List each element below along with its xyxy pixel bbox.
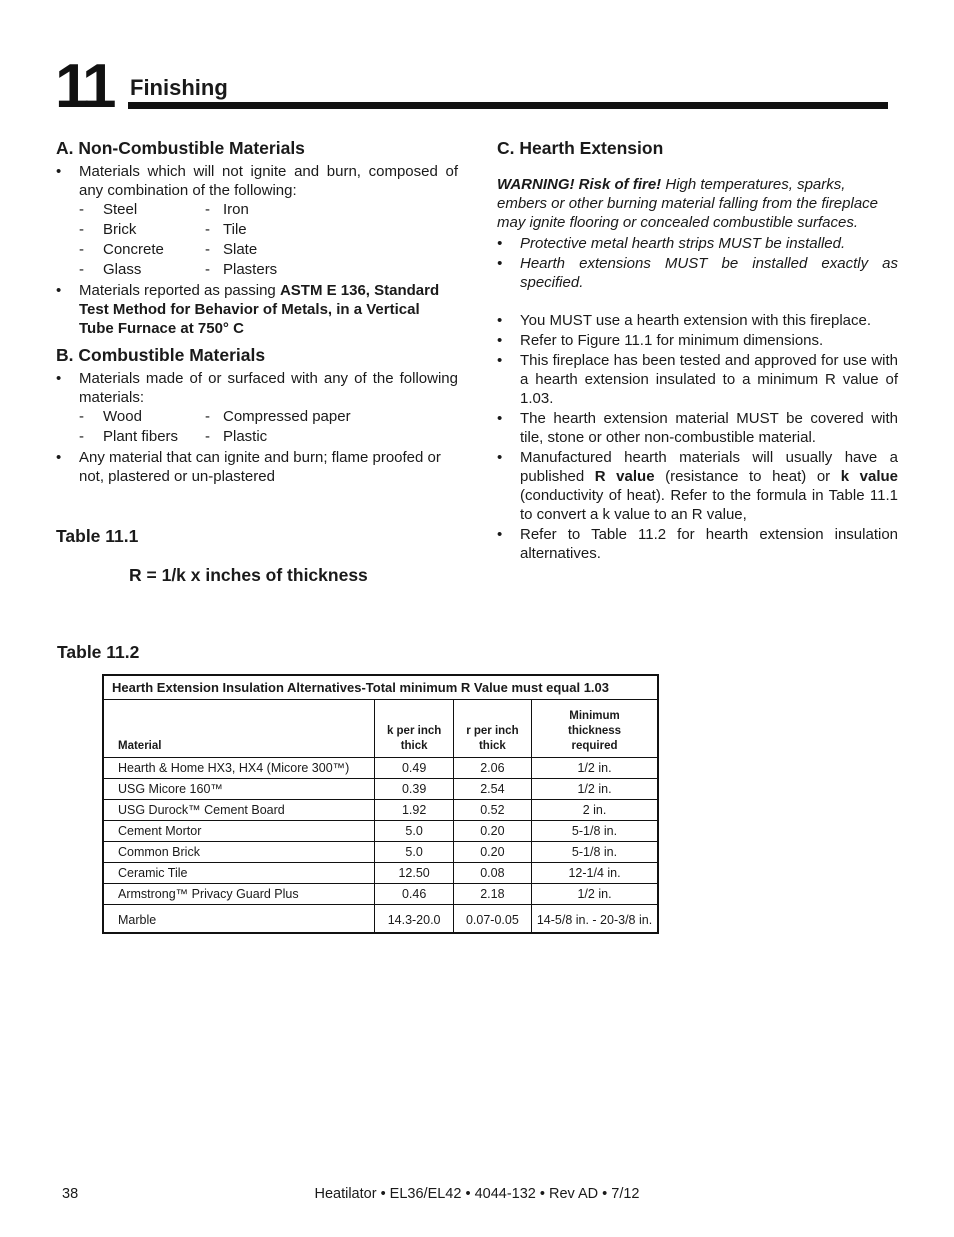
section-a-heading: A. Non-Combustible Materials (56, 138, 305, 158)
table-11-2-label: Table 11.2 (57, 642, 140, 662)
table-row (103, 842, 658, 863)
table-cell: 0.20 (453, 821, 531, 842)
table-cell: 5-1/8 in. (532, 821, 658, 842)
table-header-row (103, 700, 658, 758)
table-cell: Armstrong™ Privacy Guard Plus (103, 884, 375, 905)
table-caption-row (103, 675, 658, 700)
table-cell: 2.54 (453, 779, 531, 800)
bullet-text: Hearth extensions MUST be installed exactly as specified. (520, 255, 898, 291)
table-row (103, 758, 658, 779)
table-cell: 14-5/8 in. - 20-3/8 in. (532, 905, 658, 934)
warning-text: High temperatures, sparks, embers or other burning material falling from the fireplace may ignite flooring or concealed combustible surfaces. (497, 176, 879, 231)
bullet-text: Refer to Table 11.2 for hearth extension insulation alternatives. (520, 526, 898, 562)
table-cell: Common Brick (103, 842, 375, 863)
material-item: Plant fibers (103, 428, 179, 445)
material-item: Glass (103, 261, 142, 278)
list-item (497, 254, 898, 292)
material-item: Slate (223, 241, 258, 258)
r-value-term: R value (594, 468, 655, 485)
bullet-text: Materials reported as passing (79, 282, 280, 299)
table-cell: 2.06 (453, 758, 531, 779)
table-cell: 0.39 (375, 779, 453, 800)
table-cell: 12-1/4 in. (532, 863, 658, 884)
material-item: Wood (103, 408, 142, 425)
bullet-text: The hearth extension material MUST be covered with tile, stone or other non-combustible material. (520, 410, 898, 446)
bullet-text: Any material that can ignite and burn; flame proofed or not, plastered or un-plastered (79, 449, 441, 485)
list-item (497, 409, 898, 447)
section-b-list (56, 369, 458, 407)
list-item (497, 448, 898, 524)
table-cell: 0.49 (375, 758, 453, 779)
astm-standard: ASTM E 136, Standard Test Method for Behavior of Metals, in a Vertical Tube Furnace at 750° C (79, 282, 440, 337)
table-cell: 2 in. (532, 800, 658, 821)
bullet-text: Materials which will not ignite and burn, composed of any combination of the following: (79, 163, 458, 199)
table-cell: Marble (103, 905, 375, 934)
combustible-materials-grid: - Wood - Compressed paper - Plant fibers - Plastic (79, 407, 458, 447)
table-row (103, 800, 658, 821)
list-item (497, 351, 898, 408)
right-column (497, 137, 898, 563)
material-item: Plasters (223, 261, 278, 278)
material-item: Tile (223, 221, 247, 238)
k-value-term: k value (840, 468, 898, 485)
table-cell: 2.18 (453, 884, 531, 905)
bullet-text: This fireplace has been tested and approved for use with a hearth extension insulated to a minimum R value of 1.03. (520, 352, 898, 407)
column-header: r per inch thick (453, 700, 531, 758)
footer-document-info: Heatilator • EL36/EL42 • 4044-132 • Rev AD • 7/12 (314, 1186, 640, 1202)
table-cell: 5.0 (375, 842, 453, 863)
section-a-list (56, 162, 458, 200)
table-cell: 0.07-0.05 (453, 905, 531, 934)
material-item: Steel (103, 201, 138, 218)
table-row (103, 884, 658, 905)
list-item (497, 525, 898, 563)
material-item: Brick (103, 221, 137, 238)
table-caption: Hearth Extension Insulation Alternatives-Total minimum R Value must equal 1.03 (103, 675, 658, 700)
table-cell: 1/2 in. (532, 758, 658, 779)
section-b-list-2 (56, 448, 458, 486)
insulation-table (102, 674, 659, 934)
bullet-text: Manufactured hearth materials will usually have a published (520, 449, 898, 485)
table-row (103, 905, 658, 934)
table-cell: 0.08 (453, 863, 531, 884)
column-header: k per inch thick (375, 700, 453, 758)
table-row (103, 863, 658, 884)
bullet-text: (conductivity of heat). Refer to the formula in Table 11.1 to convert a k value to an R value, (520, 487, 898, 523)
list-item (56, 369, 458, 407)
table-cell: 0.46 (375, 884, 453, 905)
list-item (56, 281, 458, 338)
table-cell: 0.52 (453, 800, 531, 821)
table-cell: Ceramic Tile (103, 863, 375, 884)
list-item (497, 234, 898, 253)
column-header: Minimum thickness required (532, 700, 658, 758)
bullet-text: Refer to Figure 11.1 for minimum dimensions. (520, 332, 824, 349)
table-row (103, 779, 658, 800)
list-item (497, 331, 898, 350)
non-combustible-materials-grid: - Steel - Iron - Brick - Tile - Concrete - Slate - Glass - Plasters (79, 200, 458, 280)
bullet-text: Protective metal hearth strips MUST be installed. (520, 235, 846, 252)
material-item: Iron (223, 201, 249, 218)
material-item: Plastic (223, 428, 268, 445)
table-11-1-formula: R = 1/k x inches of thickness (129, 565, 368, 585)
table-cell: 12.50 (375, 863, 453, 884)
material-item: Compressed paper (223, 408, 351, 425)
list-item (56, 162, 458, 200)
table-cell: Cement Mortor (103, 821, 375, 842)
table-cell: 5-1/8 in. (532, 842, 658, 863)
material-item: Concrete (103, 241, 164, 258)
bullet-text: Materials made of or surfaced with any of the following materials: (79, 370, 458, 406)
chapter-title: Finishing (130, 75, 228, 100)
hearth-list (497, 311, 898, 563)
table-cell: Hearth & Home HX3, HX4 (Micore 300™) (103, 758, 375, 779)
table-cell: 14.3-20.0 (375, 905, 453, 934)
column-header: Material (103, 700, 375, 758)
section-b-heading: B. Combustible Materials (56, 345, 266, 365)
table-cell: 1/2 in. (532, 884, 658, 905)
title-rule (128, 102, 888, 109)
table-cell: 5.0 (375, 821, 453, 842)
table-cell: 1.92 (375, 800, 453, 821)
section-c-heading: C. Hearth Extension (497, 138, 664, 158)
table-cell: 1/2 in. (532, 779, 658, 800)
table-cell: 0.20 (453, 842, 531, 863)
bullet-text: (resistance to heat) or (654, 468, 841, 485)
bullet-text: You MUST use a hearth extension with this fireplace. (520, 312, 872, 329)
table-11-1-label: Table 11.1 (56, 526, 139, 546)
list-item (497, 311, 898, 330)
section-a-list-2 (56, 281, 458, 338)
list-item (56, 448, 458, 486)
table-cell: USG Durock™ Cement Board (103, 800, 375, 821)
warning-list (497, 234, 898, 292)
chapter-number: 11 (55, 52, 113, 121)
page-number: 38 (62, 1186, 79, 1202)
warning-label: WARNING! Risk of fire! (497, 176, 662, 193)
table-row (103, 821, 658, 842)
left-column (56, 137, 458, 486)
table-cell: USG Micore 160™ (103, 779, 375, 800)
fire-warning (497, 175, 898, 232)
